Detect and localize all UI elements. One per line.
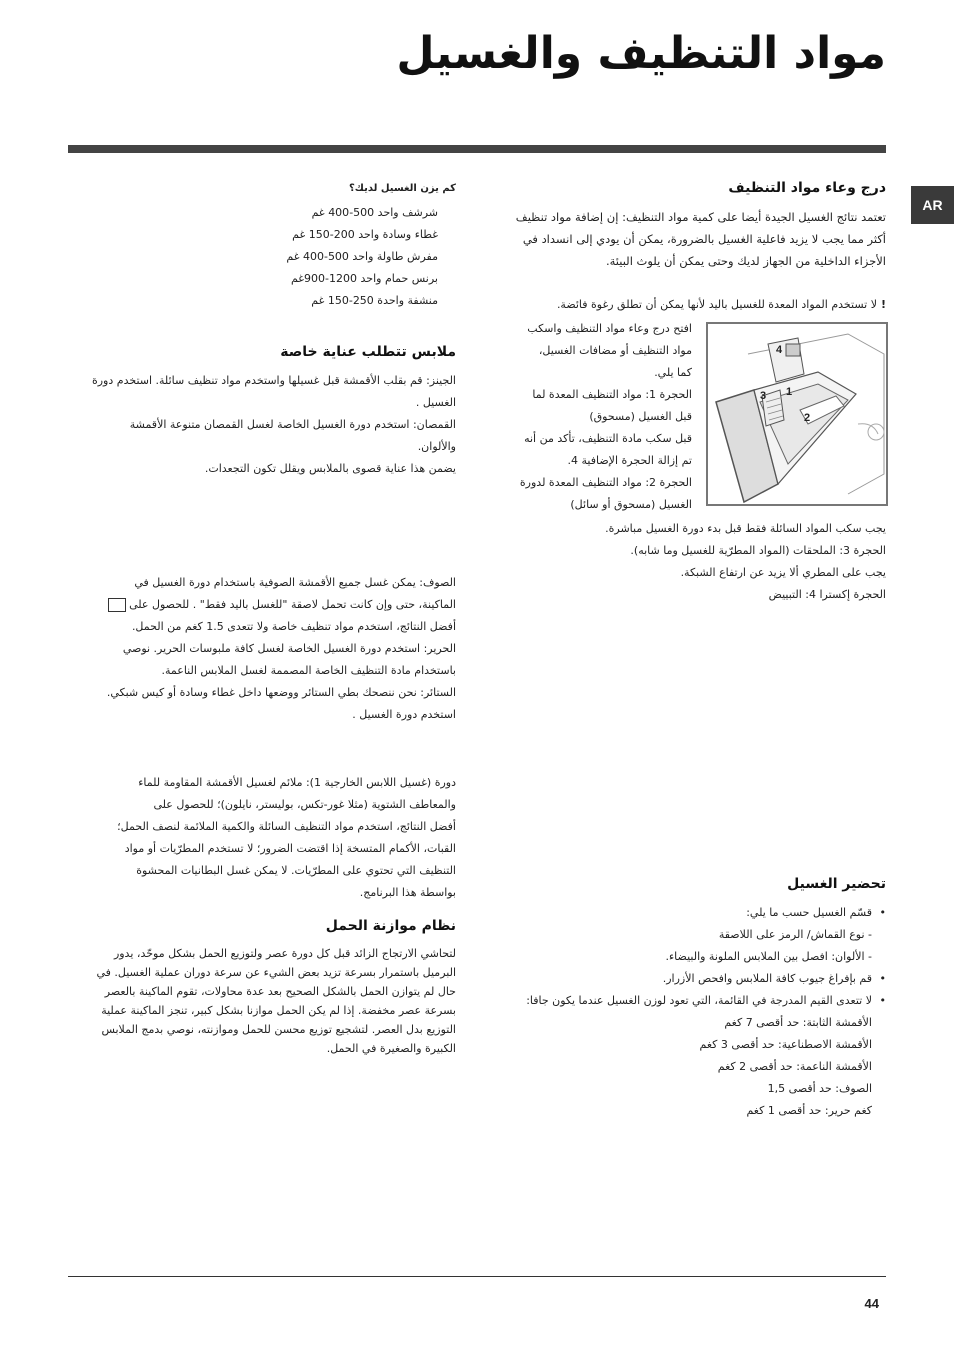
drawer-section xyxy=(496,176,886,272)
compartments-text xyxy=(492,318,692,516)
outdoor-section xyxy=(68,772,456,904)
special-line: القمصان: استخدم دورة الغسيل الخاصة لغسل القمصان متنوعة الأقمشة xyxy=(129,418,456,431)
weigh-item: مفرش طاولة واحد 500-400 غم xyxy=(286,250,438,263)
weight-line: كغم حرير: حد أقصى 1 كغم xyxy=(746,1104,872,1117)
compartment-line: افتح درج وعاء مواد التنظيف واسكب xyxy=(527,322,692,335)
prep-heading: تحضير الغسيل xyxy=(787,876,886,892)
compartment-line: قبل سكب مادة التنظيف، تأكد من أنه xyxy=(524,432,692,445)
balance-line: الكبيرة والصغيرة في الحمل. xyxy=(326,1042,456,1055)
special-line: الجينز: قم بقلب الأقمشة قبل غسيلها واستخدم مواد تنظيف سائلة. استخدم دورة xyxy=(91,374,456,387)
compartment-line: الحجرة 1: مواد التنظيف المعدة لما xyxy=(532,388,692,401)
weigh-section xyxy=(68,180,456,312)
fabric-line: باستخدام مادة التنظيف الخاصة المصممة لغسل الملابس الناعمة. xyxy=(161,664,456,677)
outdoor-line: بواسطة هذا البرنامج. xyxy=(359,886,456,899)
compartment-line: الحجرة 2: مواد التنظيف المعدة لدورة xyxy=(519,476,692,489)
drawer-heading: درج وعاء مواد التنظيف xyxy=(728,180,886,196)
balance-line: بسرعة عصر مخفضة. إذا لم يكن الحمل موازنا بشكل كبير، تنجز الماكينة عملية xyxy=(101,1004,456,1017)
fabric-line xyxy=(68,594,456,616)
compartment-label: 3 xyxy=(760,390,767,402)
fabrics-section xyxy=(68,572,456,726)
compartment-label: 2 xyxy=(804,412,811,424)
outdoor-line: دورة (غسيل اللابس الخارجية 1): ملائم لغسيل الأقمشة المقاومة للماء xyxy=(138,776,456,789)
weigh-item: منشفة واحدة 250-150 غم xyxy=(311,294,438,307)
weigh-heading: كم يزن الغسيل لديك؟ xyxy=(348,183,456,194)
list-item xyxy=(496,902,886,968)
compartment-line: كما يلي. xyxy=(654,366,692,379)
weigh-item: برنس حمام واحد 1200-900غم xyxy=(290,272,438,285)
compartment-line: تم إزالة الحجرة الإضافية 4. xyxy=(567,454,692,467)
handwash-icon xyxy=(108,598,126,612)
prep-section xyxy=(496,872,886,1122)
prep-list xyxy=(496,902,886,1122)
balance-line: حال لم يتوازن الحمل بالشكل الصحيح بعد عدة محاولات، تقوم الماكينة بالعصر xyxy=(104,985,456,998)
fabric-line: الستائر: نحن ننصحك بطي الستائر ووضعها داخل غطاء وسادة أو كيس شبكي. xyxy=(106,686,456,699)
weigh-item: غطاء وسادة واحد 200-150 غم xyxy=(292,228,438,241)
note-line: يجب سكب المواد السائلة فقط قبل بدء دورة الغسيل مباشرة. xyxy=(605,522,886,535)
special-line: يضمن هذا عناية قصوى بالملابس ويقلل تكون التجعدات. xyxy=(204,462,456,475)
list-item: • قم بإفراغ جيوب كافة الملابس وافحص الأزرار. xyxy=(496,968,886,990)
special-line: والألوان. xyxy=(417,440,456,453)
intro-line: أكثر مما يجب لا يزيد فاعلية الغسيل بالضرورة، يمكن أن يودي إلى انسداد في xyxy=(522,232,886,246)
special-line: الغسيل . xyxy=(415,396,456,409)
weight-line: الأقمشة الثابتة: حد أقصى 7 كغم xyxy=(724,1016,872,1029)
language-tab: AR xyxy=(911,186,954,224)
warning-text: لا تستخدم المواد المعدة للغسيل باليد لأنها يمكن أن تطلق رغوة فائضة. xyxy=(556,298,877,311)
fabric-line: أفضل النتائج، استخدم مواد تنظيف خاصة ولا تتعدى 1.5 كغم من الحمل. xyxy=(131,620,456,633)
prep-item-text: قسّم الغسيل حسب ما يلي: xyxy=(746,906,872,919)
page-title: مواد التنظيف والغسيل xyxy=(396,28,886,79)
fabric-line: الصوف: يمكن غسل جميع الأقمشة الصوفية باستخدام دورة الغسيل في xyxy=(134,576,456,589)
balance-line: البرميل باستمرار بسرعة تزيد بعض الشيء عن سرعة دوران عملية الغسيل. في xyxy=(96,966,456,979)
footer-divider xyxy=(68,1276,886,1277)
compartment-label: 4 xyxy=(776,344,783,356)
fabric-line-text: الماكينة، حتى وإن كانت تحمل لاصقة "للغسل باليد فقط" . للحصول على xyxy=(129,598,456,611)
weight-line: الصوف: حد أقصى 1,5 xyxy=(767,1082,872,1095)
warning-icon: ! xyxy=(880,298,886,311)
prep-item-text: لا تتعدى القيم المدرجة في القائمة، التي تعود لوزن الغسيل عندما يكون جافا: xyxy=(526,994,872,1007)
intro-line: تعتمد نتائج الغسيل الجيدة أيضا على كمية مواد التنظيف: إن إضافة مواد تنظيف xyxy=(515,210,886,224)
note-line: الحجرة 3: الملحقات (المواد المطرّية للغسيل وما شابه). xyxy=(630,544,886,557)
weight-line: الأقمشة الناعمة: حد أقصى 2 كغم xyxy=(717,1060,872,1073)
intro-line: الأجزاء الداخلية من الجهاز لديك وحتى يمكن أن يلوث البيئة. xyxy=(605,254,886,268)
balance-heading: نظام موازنة الحمل xyxy=(325,918,456,934)
outdoor-line: التنظيف التي تحتوي على المطرّيات. لا يمكن غسل البطانيات المحشوة xyxy=(136,864,456,877)
compartment-line: الغسيل (مسحوق أو سائل) xyxy=(570,498,692,511)
fabric-line: استخدم دورة الغسيل . xyxy=(352,708,456,721)
note-line: يجب على المطري ألا يزيد عن ارتفاع الشبكة. xyxy=(680,566,886,579)
fabric-line: الحرير: استخدم دورة الغسيل الخاصة لغسل كافة ملبوسات الحرير. نوصي xyxy=(122,642,456,655)
outdoor-line: والمعاطف الشتوية (مثلا غور-تكس، بوليستر، نايلون)؛ للحصول على xyxy=(153,798,456,811)
prep-subitem: - نوع القماش/ الرمز على اللاصقة xyxy=(718,928,872,941)
page-number: 44 xyxy=(864,1296,879,1311)
outdoor-line: أفضل النتائج، استخدم مواد التنظيف السائلة والكمية الملائمة لنصف الحمل؛ xyxy=(117,820,456,833)
special-care-heading: ملابس تتطلب عناية خاصة xyxy=(280,344,456,360)
warning-note xyxy=(496,294,886,316)
list-item xyxy=(496,990,886,1122)
compartment-line: قبل الغسيل (مسحوق) xyxy=(589,410,692,423)
outdoor-line: القبات، الأكمام المتسخة إذا اقتضت الضرور؛ لا تستخدم المطرّيات أو مواد xyxy=(124,842,456,855)
balance-line: لتحاشي الارتجاج الزائد قبل كل دورة عصر ولتوزيع الحمل بشكل موحّد، يدور xyxy=(113,947,456,960)
compartment-notes xyxy=(496,518,886,606)
compartment-line: مواد التنظيف أو مضافات الغسيل، xyxy=(538,344,692,357)
special-care-section xyxy=(68,340,456,480)
balance-section xyxy=(68,914,456,1058)
note-line: الحجرة إكسترا 4: التبييض xyxy=(768,588,886,601)
prep-subitem: - الألوان: افصل بين الملابس الملونة والبيضاء. xyxy=(665,950,872,963)
weight-line: الأقمشة الاصطناعية: حد أقصى 3 كغم xyxy=(699,1038,872,1051)
weigh-item: شرشف واحد 500-400 غم xyxy=(311,206,438,219)
drawer-drawing-icon xyxy=(708,324,886,504)
title-divider xyxy=(68,145,886,153)
detergent-drawer-diagram xyxy=(706,322,888,506)
compartment-label: 1 xyxy=(786,386,793,398)
balance-line: التوزيع بدل العصر. لتشجيع توزيع محسن للحمل وموازنته، نوصي بدمج الملابس xyxy=(101,1023,456,1036)
